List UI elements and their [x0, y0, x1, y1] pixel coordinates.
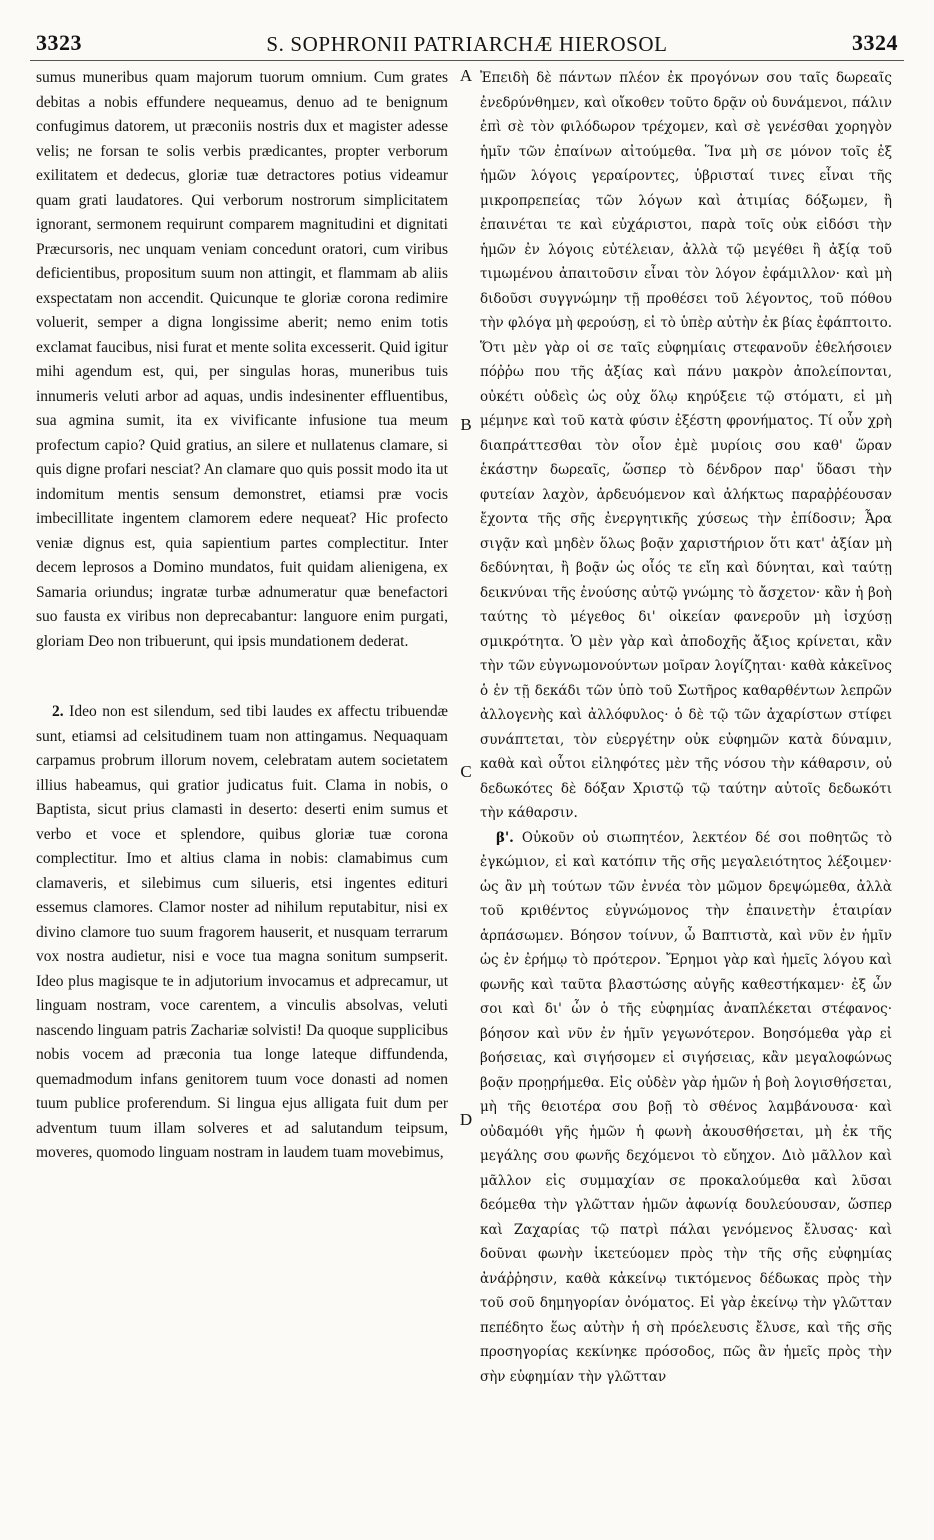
header-rule — [30, 60, 904, 61]
greek-column — [480, 66, 892, 1520]
latin-paragraph-1: sumus muneribus quam majorum tuorum omnium. Cum grates debitas a nobis effundere nequeamus, denuo ad te benignum confugimus datorem, ut præconiis nostris dux et magister adesse velis; ne forsan te solis verbis prædicantes, propter verborum exilitatem et dedecus, gloriæ tuæ detractores potius videamur quam grati laudatores. Qui verborum nostrorum simplicitatem ignorant, sermonem requirunt comparem magnitudini et dignitati Præcursoris, nec unquam veniam concedunt oratori, cum viribus deficientibus, propositum suum non attingit, et flammam ab aliis exspectatam non accendit. Quicunque te gloriæ corona redimire voluerit, semper a digna longissime aberit; nemo enim totis exclamat faucibus, nisi furat et mente solita excesserit. Quid igitur mihi agendum est, qui, per singulas horas, muneribus tuis innumeris veluti arbor ad aquas, undis indesinenter effluentibus, sua agmina sumit, ita ex vivificante infusione tua meum profectum capio? Quid gratius, an silere et nullatenus clamare, si quis digne profari nesciat? An clamare quo quis possit modo ita ut indomitum mentis sensum demonstret, etiamsi præ vocis imbecillitate ingentem clamorem edere nequeat? Hic profecto veniæ dignus est, quia sapientium partes complectitur. Inter decem leprosos a Domino mundatos, fuit quidam alienigena, ex Samaria oriundus; ingratæ turbæ adnumeratur quæ benefactori suo fausta ex viribus non deprecabantur: languore enim purgati, gloriam Deo non tribuerunt, qui ipsis mundationem dederat. — [36, 69, 448, 650]
page-number-right: 3324 — [852, 30, 898, 55]
latin-paragraph-2-text: Ideo non est silendum, sed tibi laudes ex affectu tribuendæ sunt, etiamsi ad celsitudinem tuam non attingamus. Nequaquam carpamus probrum illorum novem, celebratam autem societatem illius habeamus, qui gratior judicatus fuit. Clama in nobis, o Baptista, sicut prius clamasti in deserto: deserti enim sumus et verbo et voce et splendore, quibus gloriæ tuæ corona complectitur. Imo et altius clama in nobis: clamabimus cum clamaveris, et silebimus cum silueris, etsi ingentes edituri essemus clamores. Clamor noster ad nihilum reputabitur, nisi ex divino clamore tuo suum fragorem hauserit, et nusquam terrarum vox nostra audietur, nisi e voce tua magna sonitum sumpserit. Ideo plus magisque te in adjutorium invocamus et adprecamur, ut linguam nostram, voce carentem, a vinculis absolvas, veluti nascendo linguam patris Zachariæ solvisti! Da quoque supplicibus nobis vocem ad præconia tua longe lateque diffundenda, quemadmodum infans genitorem tuum voce donasti ad nomen tuum publice proferendum. Si lingua ejus alligata fuit dum per adventum tuum illam solveres et ad salutandum teipsum, moveres, quomodo linguam nostram in laudem tuam movebimus, — [36, 703, 448, 1161]
margin-marker-d: D — [459, 1110, 473, 1129]
section-number-greek: β'. — [496, 829, 514, 846]
greek-paragraph-2 — [480, 826, 892, 1390]
latin-column — [36, 66, 448, 1520]
section-number: 2. — [52, 703, 64, 720]
section-gap — [36, 654, 448, 700]
greek-paragraph-1: Ἐπειδὴ δὲ πάντων πλέον ἐκ προγόνων σου ταῖς δωρεαῖς ἐνεδρύνθημεν, καὶ οἴκοθεν τοῦτο δρᾷν οὐ δυνάμενοι, πάλιν ἐπὶ σὲ τὸν φιλόδωρον τρέχομεν, καὶ σὲ γενέσθαι χορηγὸν ἡμῖν τῶν ἐπαίνων αἰτούμεθα. Ἵνα μὴ σε μόνον τοῖς ἐξ ἡμῶν λόγοις γεραίροντες, ὑβρισταί τινες εἶναι τῆς μικροπρεπείας τῶν λόγων καὶ ἀτιμίας δόξωμεν, ἢ ἐπαινέται τε καὶ εὐχάριστοι, παρὰ τοῖς οὐκ εἰδόσι τὴν ἡμῶν ἐν λόγοις εὐτέλειαν, ἀλλὰ τῷ μεγέθει ἢ ἀξίᾳ τοῦ τιμωμένου ἀπαιτοῦσιν εἶναι τὸν λόγον ἐφάμιλλον· καὶ μὴ διδοῦσι συγγνώμην τῇ προθέσει τοῦ λέγοντος, τοῦ πόθου τὴν φλόγα μὴ φερούσῃ, εἰ τὸ ὑπὲρ αὐτὴν ἐκ βίας ἐφάπτοιτο. Ὅτι μὲν γὰρ οἱ σε ταῖς εὐφημίαις στεφανοῦν ἐθελήσοιεν πόῤῥω που τῆς ἀξίας καὶ πάνυ μακρὸν ἀπολείπονται, οὐκέτι οὐδεὶς ὡς οὐχ ὅλῳ κηρύξειε τῷ στόματι, εἰ μὴ μέμηνε καὶ τοῦ κατὰ φύσιν ἐξέστη φρονήματος. Τί οὖν χρὴ διαπράττεσθαι τὸν οἷον ἐμὲ μυρίοις σου καθ' ὥραν ἑκάστην δωρεαῖς, ὥσπερ τὸ δένδρον παρ' ὕδασι τὴν φυτείαν λαχὸν, ἀρδευόμενον καὶ ἀλήκτως παραῤῥέουσαν ἔχοντα τῆς σῆς ἐνεργητικῆς χύσεως τὴν ἐπίδοσιν; Ἆρα σιγᾷν καὶ μηδὲν ὅλως βοᾷν χαριστήριον ὅτι κατ' ἀξίαν μὴ δεδύνηται, ἢ βοᾷν ὡς οἷός τε εἴη καὶ δύνηται, καὶ ταύτῃ δεικνύναι τῆς ἐνούσης αὐτῷ γνώμης τὸ ἄσχετον· κἂν ἡ βοὴ ταύτης τὸ μέγεθος δι' οἰκείαν φανεροῦν μὴ ἰσχύσῃ σμικρότητα. Ὁ μὲν γὰρ καὶ ἀποδοχῆς ἄξιος κρίνεται, κἂν τὴν τῶν εὐγνωμονούντων μοῖραν λογίζηται· καθὰ κἀκεῖνος ὁ ἐν τῇ δεκάδι τῶν ὑπὸ τοῦ Σωτῆρος καθαρθέντων λεπρῶν ἀλλογενὴς καὶ ἀλλόφυλος· ὁ δὲ τῷ τῶν ἀχαρίστων στίφει συνάπτεται, τὸν εὐεργέτην οὐκ εὐφημῶν κατὰ δύναμιν, καθὰ καὶ οὗτοι εἰληφότες μὲν τῆς νόσου τὴν κάθαρσιν, οὐ δεδωκότες δὲ δόξαν Χριστῷ τῷ ταύτην αὐτοῖς δεδωκότι τὴν κάθαρσιν. — [480, 70, 892, 821]
running-title: S. SOPHRONII PATRIARCHÆ HIEROSOL — [266, 32, 668, 56]
margin-marker-a: A — [459, 66, 473, 85]
margin-marker-b: B — [460, 415, 472, 434]
greek-paragraph-2-text: Οὐκοῦν οὐ σιωπητέον, λεκτέον δέ σοι ποθητῶς τὸ ἐγκώμιον, εἰ καὶ κατόπιν τῆς σῆς μεγαλειότητος λέξοιμεν· ὡς ἂν μὴ τούτων τῶν ἐννέα τὸν μῶμον δρεψώμεθα, ἀλλὰ τοῦ κριθέντος εὐγνώμονος τὴν ἐπαινετὴν ἑταιρίαν ἁρπάσωμεν. Βόησον τοίνυν, ὦ Βαπτιστὰ, καὶ νῦν ἐν ἡμῖν ὡς ἐν ἐρήμῳ τὸ πρότερον. Ἔρημοι γὰρ καὶ ἡμεῖς λόγου καὶ φωνῆς καὶ ταῦτα βλαστώσης αὐγῆς καθεστήκαμεν· ἐξ ὧν σοι καὶ δι' ὧν ὁ τῆς εὐφημίας ἀναπλέκεται στέφανος· βόησον καὶ νῦν ἐν ἡμῖν γεγωνότερον. Βοησόμεθα γὰρ εἰ βοήσειας, καὶ σιγήσομεν εἰ σιγήσειας, κἂν μεγαλοφώνως βοᾷν προῃρήμεθα. Εἰς οὐδὲν γὰρ ἡμῶν ἡ βοὴ λογισθήσεται, μὴ τῆς θειοτέρα σου βοῇ τὸ σθένος λαμβάνουσα· καὶ οὐδαμόθι γῆς ἡμῶν ἡ φωνὴ ἀκουσθήσεται, μὴ ἐκ τῆς μεγάλης σου φωνῆς δεχόμενοι τὸ εὔηχον. Διὸ μᾶλλον καὶ μᾶλλον εἰς συμμαχίαν σε προκαλούμεθα καὶ λῦσαι δεόμεθα τὴν γλῶτταν ἡμῶν ἀφωνίᾳ δουλεύουσαν, ὥσπερ καὶ Ζαχαρίας τῷ πατρὶ πάλαι γενόμενος ἔλυσας· καὶ δοῦναι φωνὴν ἱκετεύομεν πρὸς τὴν τῆς σῆς εὐφημίας ἀνάῤῥησιν, καθὰ κἀκείνῳ τικτόμενος δέδωκας πρὸς τὴν τοῦ σοῦ δημηγορίαν ὀνόματος. Εἰ γὰρ ἐκείνῳ τὴν γλῶτταν πεπέδητο ἕως αὐτὴν ἡ σὴ πρόελευσις ἔλυσε, καὶ τῆς σῆς προσηγορίας κεκίνηκε πρόσοδος, πῶς ἂν ἡμεῖς πρὸς τὴν σὴν εὐφημίαν τὴν γλῶτταν — [480, 829, 892, 1385]
page-number-left: 3323 — [36, 30, 82, 55]
latin-paragraph-2 — [36, 700, 448, 1166]
margin-marker-c: C — [460, 762, 472, 781]
page-header — [30, 30, 904, 60]
